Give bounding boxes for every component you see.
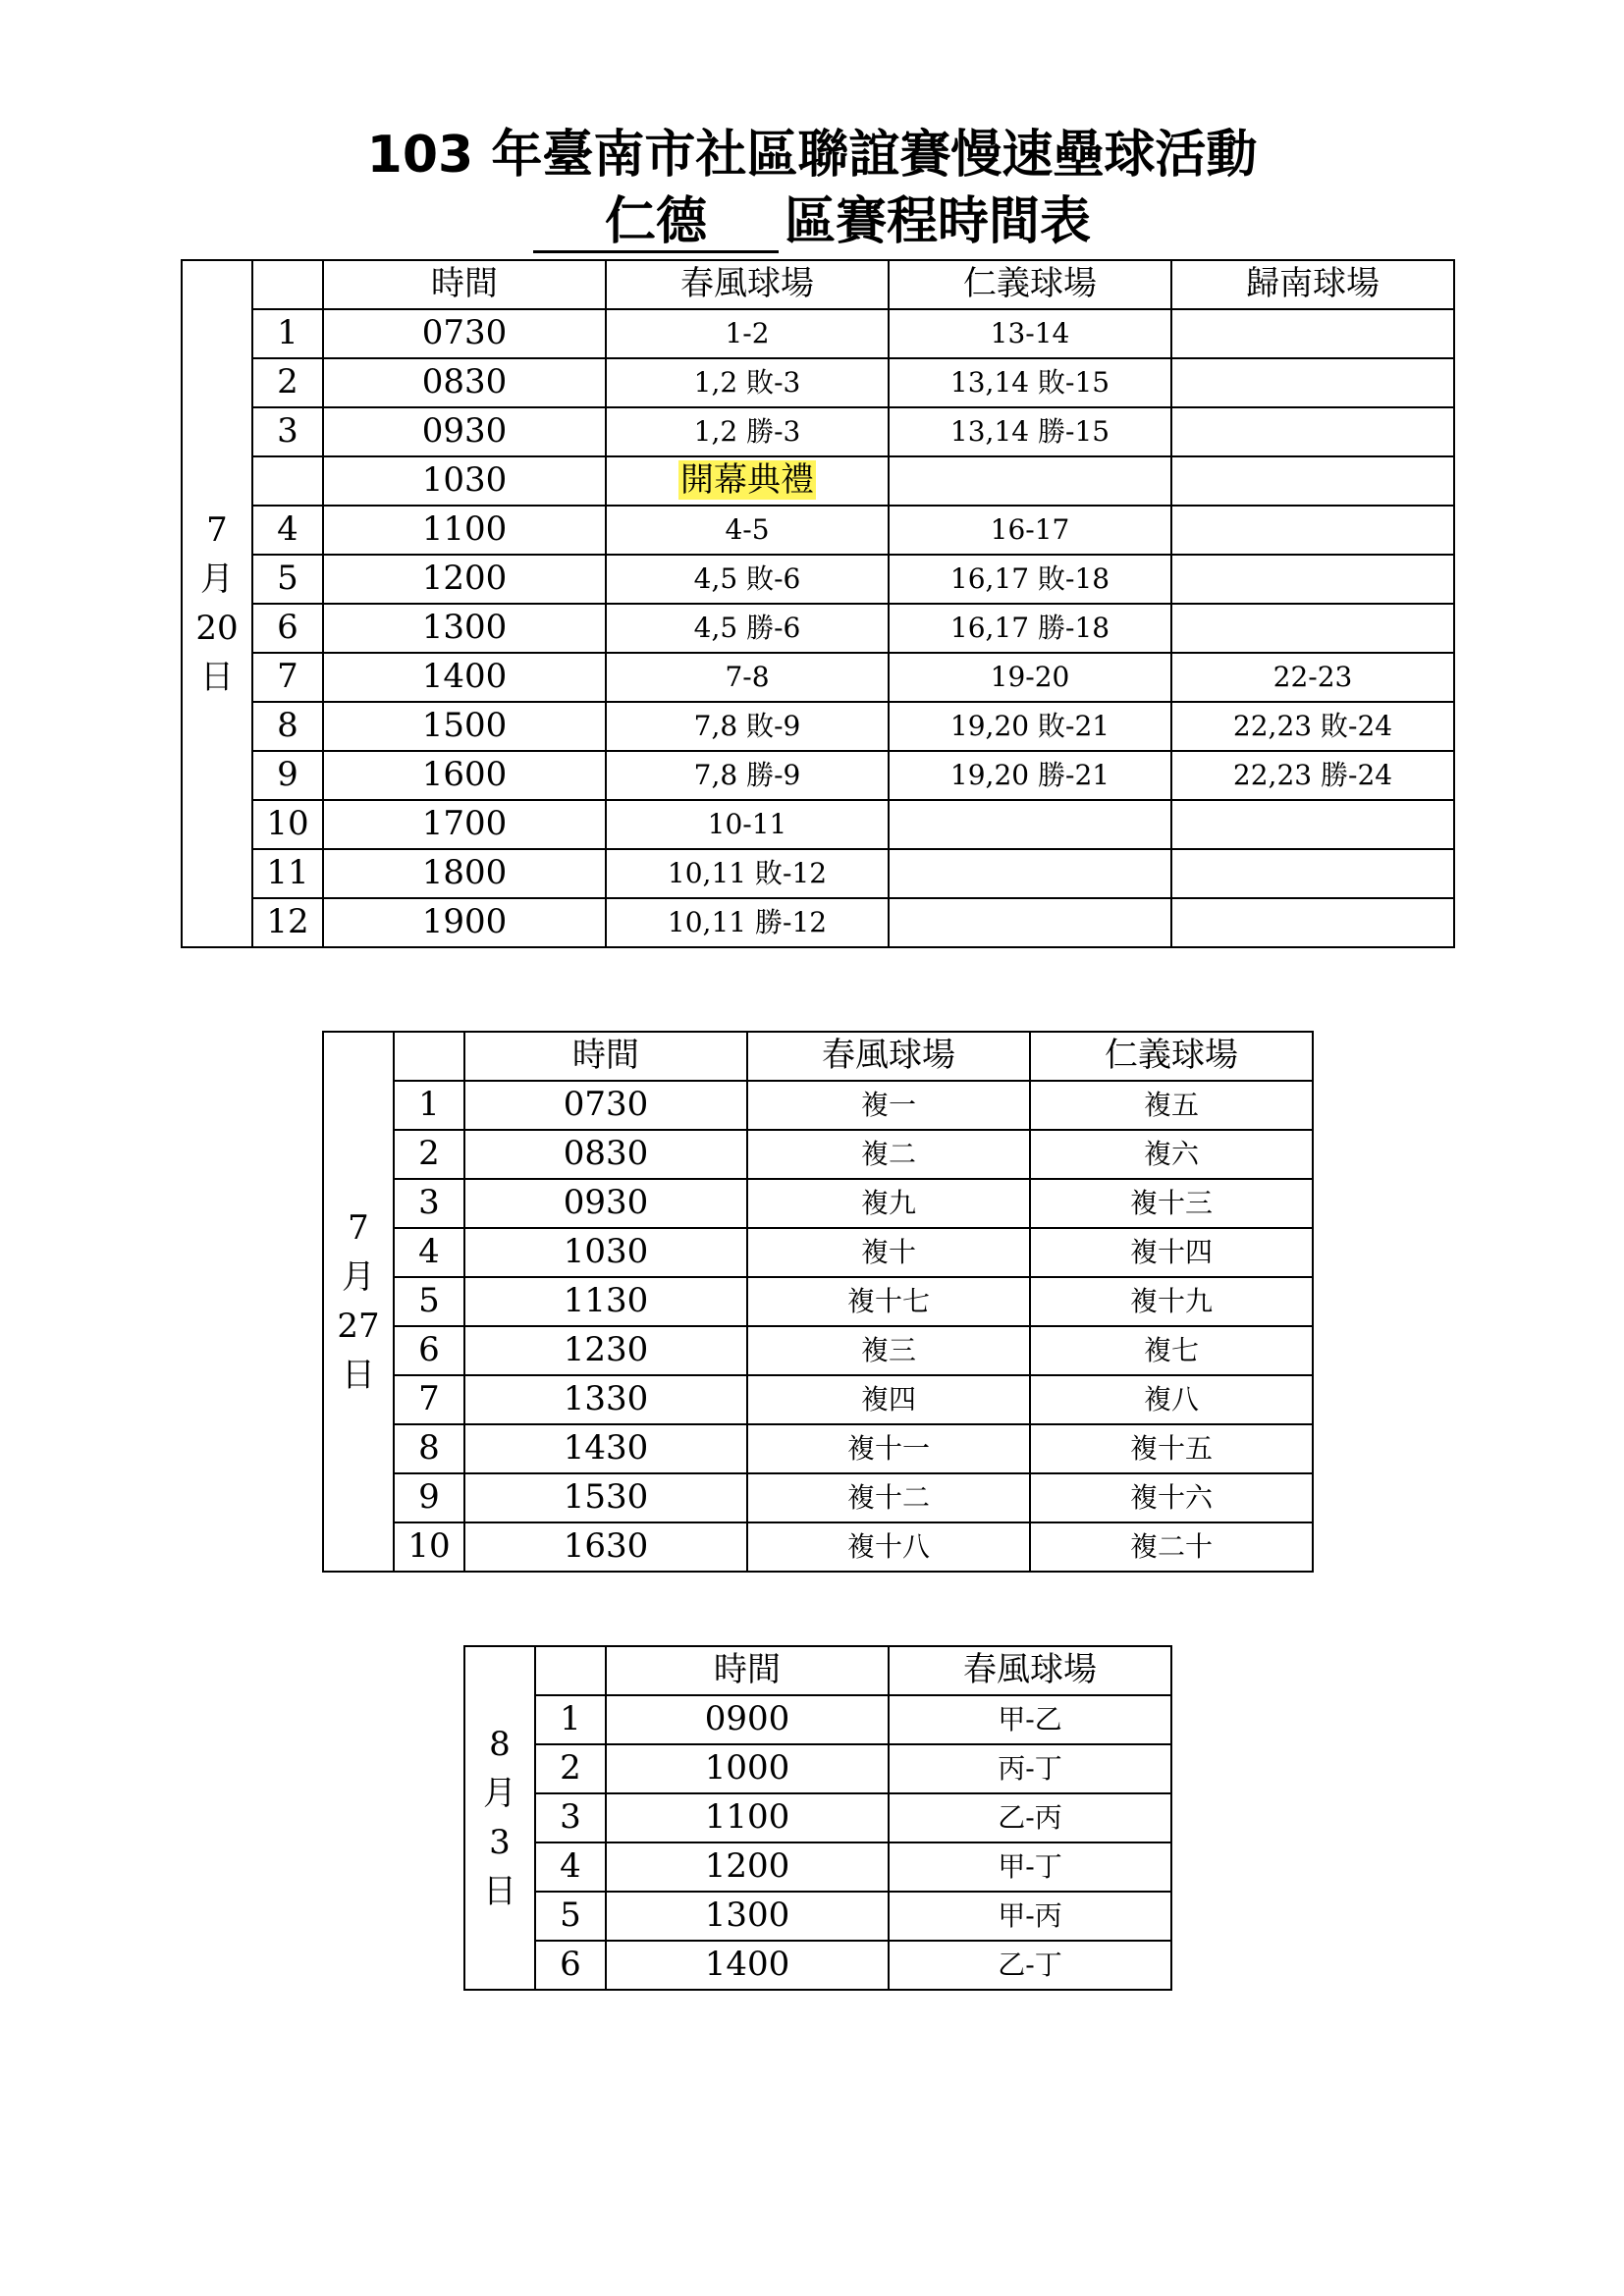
game-number [252, 456, 323, 506]
game-time: 1630 [464, 1522, 747, 1572]
game-number: 3 [252, 407, 323, 456]
game-guinan [1171, 555, 1454, 604]
table-row [182, 849, 1454, 898]
schedule-table-jul-20 [181, 259, 1455, 948]
game-guinan [1171, 309, 1454, 358]
game-renyi: 複十九 [1030, 1277, 1313, 1326]
table-row [182, 358, 1454, 407]
game-chunfeng: 丙-丁 [889, 1744, 1171, 1793]
game-number: 4 [394, 1228, 464, 1277]
date-cell: 7 月 27 日 [323, 1032, 394, 1572]
table-header-row [182, 260, 1454, 309]
game-guinan [1171, 800, 1454, 849]
game-number: 7 [394, 1375, 464, 1424]
table-row-ceremony [182, 456, 1454, 506]
schedule-table-aug-3 [463, 1645, 1172, 1991]
game-number: 9 [394, 1473, 464, 1522]
game-number: 3 [535, 1793, 606, 1842]
game-number: 10 [394, 1522, 464, 1572]
game-chunfeng: 複四 [747, 1375, 1030, 1424]
header-time: 時間 [606, 1646, 889, 1695]
game-time: 1400 [606, 1941, 889, 1990]
game-time: 1000 [606, 1744, 889, 1793]
game-time: 0730 [464, 1081, 747, 1130]
game-chunfeng: 複十八 [747, 1522, 1030, 1572]
game-number: 10 [252, 800, 323, 849]
game-time: 1430 [464, 1424, 747, 1473]
game-renyi: 複五 [1030, 1081, 1313, 1130]
table-row [182, 702, 1454, 751]
game-chunfeng: 複十七 [747, 1277, 1030, 1326]
table-row [464, 1941, 1171, 1990]
game-number: 9 [252, 751, 323, 800]
game-number: 1 [394, 1081, 464, 1130]
game-number: 4 [535, 1842, 606, 1892]
game-number: 5 [394, 1277, 464, 1326]
game-number: 2 [535, 1744, 606, 1793]
table-row [323, 1375, 1313, 1424]
game-time: 1100 [323, 506, 606, 555]
game-guinan [1171, 898, 1454, 947]
game-number: 1 [252, 309, 323, 358]
table-row [182, 800, 1454, 849]
game-renyi: 複八 [1030, 1375, 1313, 1424]
game-renyi: 19,20 勝-21 [889, 751, 1171, 800]
header-field-renyi: 仁義球場 [1030, 1032, 1313, 1081]
game-renyi: 複十六 [1030, 1473, 1313, 1522]
game-renyi: 13-14 [889, 309, 1171, 358]
game-guinan [1171, 604, 1454, 653]
game-time: 1030 [323, 456, 606, 506]
table-row [182, 309, 1454, 358]
header-field-renyi: 仁義球場 [889, 260, 1171, 309]
header-index [535, 1646, 606, 1695]
table-row [323, 1522, 1313, 1572]
game-chunfeng: 10,11 敗-12 [606, 849, 889, 898]
table-row [464, 1842, 1171, 1892]
game-chunfeng: 甲-丁 [889, 1842, 1171, 1892]
table-row [182, 506, 1454, 555]
game-time: 0830 [323, 358, 606, 407]
table-row [323, 1081, 1313, 1130]
game-chunfeng: 4-5 [606, 506, 889, 555]
game-guinan: 22-23 [1171, 653, 1454, 702]
game-time: 1200 [606, 1842, 889, 1892]
game-time: 1030 [464, 1228, 747, 1277]
game-chunfeng: 複十一 [747, 1424, 1030, 1473]
game-time: 1230 [464, 1326, 747, 1375]
game-guinan: 22,23 勝-24 [1171, 751, 1454, 800]
table-row [323, 1179, 1313, 1228]
game-time: 1400 [323, 653, 606, 702]
game-number: 4 [252, 506, 323, 555]
header-field-chunfeng: 春風球場 [747, 1032, 1030, 1081]
subtitle-text: 區賽程時間表 [784, 192, 1091, 251]
game-renyi [889, 456, 1171, 506]
table-row [182, 555, 1454, 604]
game-renyi: 13,14 敗-15 [889, 358, 1171, 407]
game-guinan [1171, 358, 1454, 407]
table-row [464, 1793, 1171, 1842]
game-chunfeng: 1,2 勝-3 [606, 407, 889, 456]
game-time: 1500 [323, 702, 606, 751]
game-chunfeng: 複二 [747, 1130, 1030, 1179]
game-number: 2 [252, 358, 323, 407]
game-time: 1530 [464, 1473, 747, 1522]
game-number: 8 [394, 1424, 464, 1473]
header-field-chunfeng: 春風球場 [889, 1646, 1171, 1695]
table-header-row [323, 1032, 1313, 1081]
header-index [394, 1032, 464, 1081]
game-time: 1700 [323, 800, 606, 849]
game-time: 1330 [464, 1375, 747, 1424]
table-row [464, 1744, 1171, 1793]
table-row [182, 604, 1454, 653]
game-chunfeng: 複九 [747, 1179, 1030, 1228]
game-guinan [1171, 407, 1454, 456]
schedule-table-jul-27 [322, 1031, 1314, 1573]
game-number: 6 [394, 1326, 464, 1375]
game-number: 5 [252, 555, 323, 604]
header-time: 時間 [464, 1032, 747, 1081]
game-time: 0900 [606, 1695, 889, 1744]
game-renyi [889, 800, 1171, 849]
table-row [182, 898, 1454, 947]
game-renyi [889, 849, 1171, 898]
game-chunfeng: 10,11 勝-12 [606, 898, 889, 947]
game-renyi: 19,20 敗-21 [889, 702, 1171, 751]
game-chunfeng: 複十二 [747, 1473, 1030, 1522]
game-time: 1800 [323, 849, 606, 898]
game-number: 6 [535, 1941, 606, 1990]
table-row [323, 1326, 1313, 1375]
game-renyi: 複六 [1030, 1130, 1313, 1179]
game-renyi: 16,17 敗-18 [889, 555, 1171, 604]
date-cell: 7 月 20 日 [182, 260, 252, 947]
game-number: 11 [252, 849, 323, 898]
game-guinan [1171, 849, 1454, 898]
game-renyi: 複十三 [1030, 1179, 1313, 1228]
game-number: 6 [252, 604, 323, 653]
opening-ceremony-cell [606, 456, 889, 506]
game-renyi: 19-20 [889, 653, 1171, 702]
game-chunfeng: 10-11 [606, 800, 889, 849]
game-number: 3 [394, 1179, 464, 1228]
game-chunfeng: 複十 [747, 1228, 1030, 1277]
game-renyi: 16-17 [889, 506, 1171, 555]
game-time: 0830 [464, 1130, 747, 1179]
game-number: 12 [252, 898, 323, 947]
table-row [323, 1473, 1313, 1522]
document-subtitle [0, 190, 1624, 253]
table-row [464, 1695, 1171, 1744]
district-name: 仁德 [533, 193, 779, 253]
game-number: 7 [252, 653, 323, 702]
game-chunfeng: 複一 [747, 1081, 1030, 1130]
table-row [182, 751, 1454, 800]
document-title: 103 年臺南市社區聯誼賽慢速壘球活動 [366, 126, 1258, 185]
game-number: 5 [535, 1892, 606, 1941]
game-time: 1300 [323, 604, 606, 653]
game-chunfeng: 甲-丙 [889, 1892, 1171, 1941]
table-row [464, 1892, 1171, 1941]
game-time: 1130 [464, 1277, 747, 1326]
table-row [323, 1130, 1313, 1179]
game-chunfeng: 1,2 敗-3 [606, 358, 889, 407]
game-time: 0730 [323, 309, 606, 358]
game-chunfeng: 4,5 敗-6 [606, 555, 889, 604]
game-number: 2 [394, 1130, 464, 1179]
game-chunfeng: 複三 [747, 1326, 1030, 1375]
game-time: 1900 [323, 898, 606, 947]
header-time: 時間 [323, 260, 606, 309]
header-field-chunfeng: 春風球場 [606, 260, 889, 309]
game-renyi: 複七 [1030, 1326, 1313, 1375]
table-row [323, 1277, 1313, 1326]
header-field-guinan: 歸南球場 [1171, 260, 1454, 309]
game-chunfeng: 7-8 [606, 653, 889, 702]
game-chunfeng: 7,8 敗-9 [606, 702, 889, 751]
game-chunfeng: 乙-丁 [889, 1941, 1171, 1990]
game-renyi: 13,14 勝-15 [889, 407, 1171, 456]
game-time: 1300 [606, 1892, 889, 1941]
game-chunfeng: 1-2 [606, 309, 889, 358]
game-number: 1 [535, 1695, 606, 1744]
table-row [182, 653, 1454, 702]
game-chunfeng: 7,8 勝-9 [606, 751, 889, 800]
game-guinan [1171, 506, 1454, 555]
table-row [323, 1228, 1313, 1277]
game-renyi: 複十五 [1030, 1424, 1313, 1473]
game-guinan: 22,23 敗-24 [1171, 702, 1454, 751]
header-index [252, 260, 323, 309]
game-chunfeng: 甲-乙 [889, 1695, 1171, 1744]
table-row [182, 407, 1454, 456]
game-renyi: 複十四 [1030, 1228, 1313, 1277]
game-time: 1600 [323, 751, 606, 800]
game-time: 0930 [464, 1179, 747, 1228]
opening-ceremony-highlight: 開幕典禮 [680, 460, 814, 501]
game-number: 8 [252, 702, 323, 751]
game-time: 0930 [323, 407, 606, 456]
game-renyi [889, 898, 1171, 947]
game-chunfeng: 乙-丙 [889, 1793, 1171, 1842]
date-cell: 8 月 3 日 [464, 1646, 535, 1990]
game-chunfeng: 4,5 勝-6 [606, 604, 889, 653]
game-guinan [1171, 456, 1454, 506]
game-renyi: 16,17 勝-18 [889, 604, 1171, 653]
game-time: 1200 [323, 555, 606, 604]
table-row [323, 1424, 1313, 1473]
game-renyi: 複二十 [1030, 1522, 1313, 1572]
game-time: 1100 [606, 1793, 889, 1842]
table-header-row [464, 1646, 1171, 1695]
